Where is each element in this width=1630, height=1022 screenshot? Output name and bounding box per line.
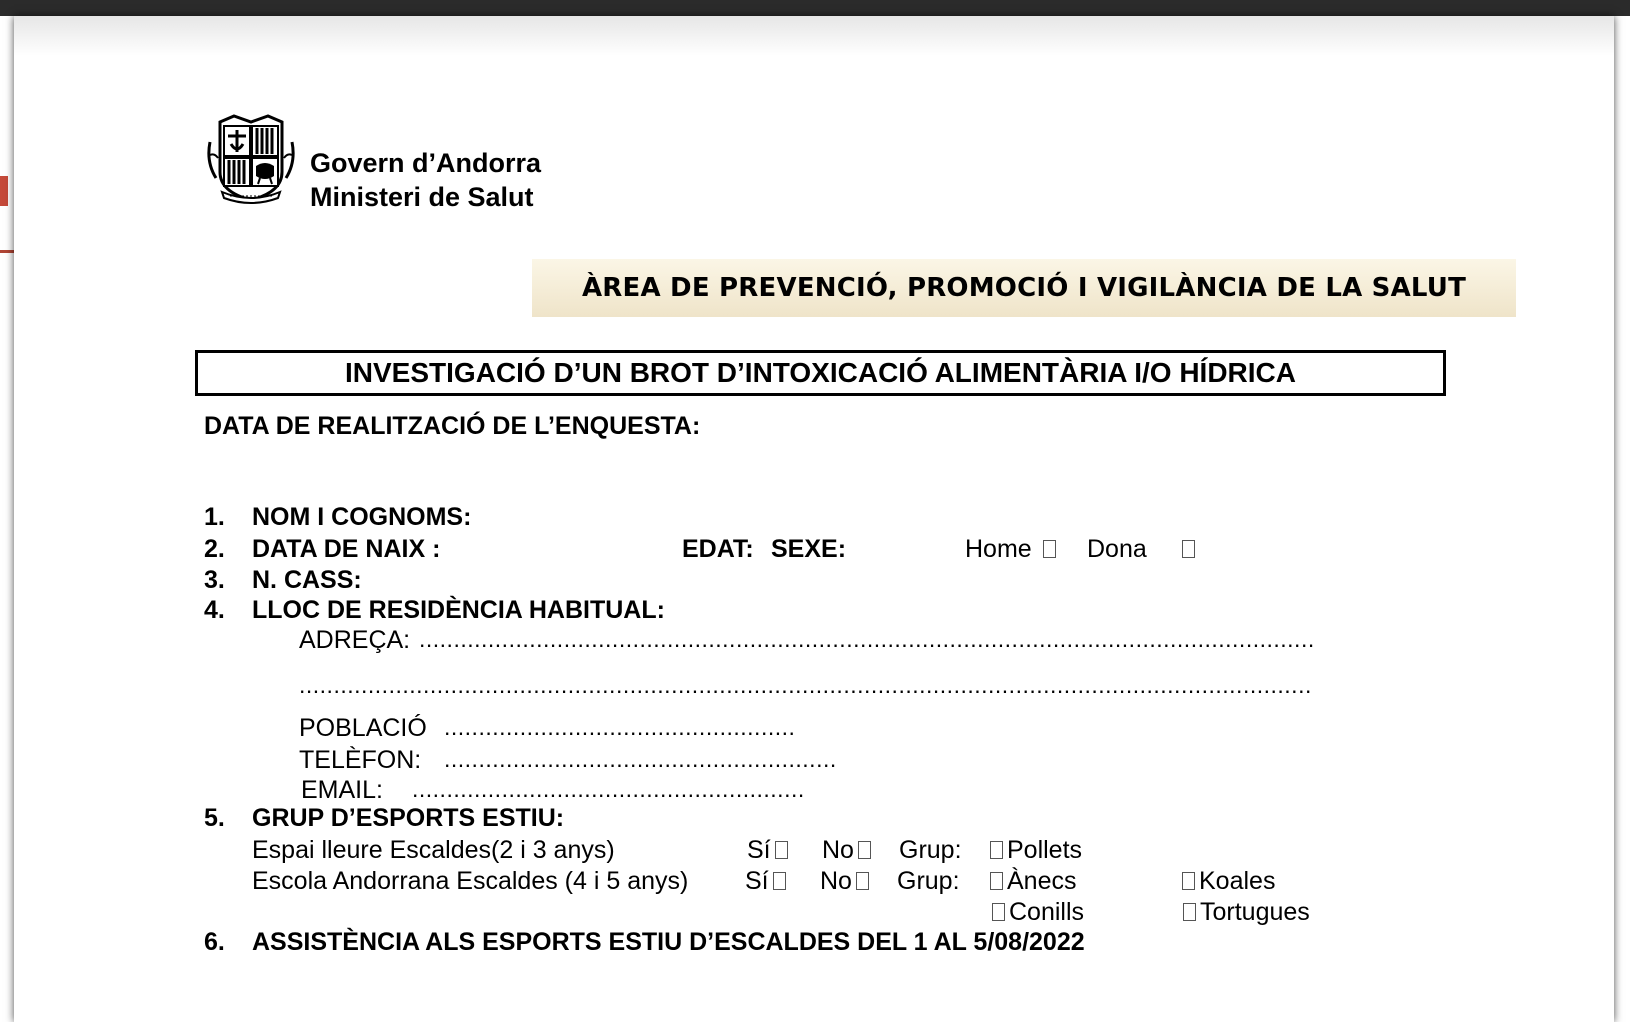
option-conills[interactable] <box>992 898 1084 927</box>
anecs-label: Ànecs <box>1007 867 1077 895</box>
residence-label: LLOC DE RESIDÈNCIA HABITUAL: <box>252 596 665 624</box>
org-line-1: Govern d’Andorra <box>310 148 542 178</box>
item-number-1: 1. <box>204 503 225 531</box>
row1-si-label: Sí <box>747 836 771 864</box>
option-koales[interactable] <box>1182 867 1275 896</box>
row2-si-checkbox[interactable] <box>773 872 786 890</box>
age-label: EDAT: <box>682 535 754 563</box>
email-label: EMAIL: <box>301 776 383 804</box>
row2-no-checkbox[interactable] <box>856 872 869 890</box>
sports-group-label: GRUP D’ESPORTS ESTIU: <box>252 804 565 832</box>
town-field-line[interactable]: ................................................... <box>444 714 796 740</box>
dona-checkbox[interactable] <box>1182 540 1195 558</box>
conills-checkbox[interactable] <box>992 903 1005 921</box>
item-number-2: 2. <box>204 535 225 563</box>
row1-no-checkbox[interactable] <box>858 841 871 859</box>
tortugues-checkbox[interactable] <box>1183 903 1196 921</box>
sex-option-home[interactable] <box>965 535 1060 564</box>
org-line-2: Ministeri de Salut <box>310 182 534 212</box>
group-row-2-label: Escola Andorrana Escaldes (4 i 5 anys) <box>252 867 689 895</box>
home-label: Home <box>965 535 1032 563</box>
row1-si-option[interactable] <box>747 836 792 865</box>
home-checkbox[interactable] <box>1043 540 1056 558</box>
address-field-line-2[interactable]: ................................................................................................................................................... <box>299 672 1312 698</box>
conills-label: Conills <box>1009 898 1085 926</box>
area-banner: ÀREA DE PREVENCIÓ, PROMOCIÓ I VIGILÀNCIA DE LA SALUT <box>532 259 1516 317</box>
row1-no-option[interactable] <box>822 836 875 865</box>
document-title: INVESTIGACIÓ D’UN BROT D’INTOXICACIÓ ALIMENTÀRIA I/O HÍDRICA <box>195 350 1446 396</box>
row1-si-checkbox[interactable] <box>775 841 788 859</box>
koales-label: Koales <box>1199 867 1276 895</box>
pollets-checkbox[interactable] <box>990 841 1003 859</box>
right-window-strip <box>1614 16 1630 1022</box>
survey-date-label: DATA DE REALITZACIÓ DE L’ENQUESTA: <box>204 412 701 440</box>
phone-label: TELÈFON: <box>299 746 422 774</box>
anecs-checkbox[interactable] <box>990 872 1003 890</box>
option-tortugues[interactable] <box>1183 898 1310 927</box>
koales-checkbox[interactable] <box>1182 872 1195 890</box>
attendance-label: ASSISTÈNCIA ALS ESPORTS ESTIU D’ESCALDES DEL 1 AL 5/08/2022 <box>252 928 1085 956</box>
group-row-1-label: Espai lleure Escaldes(2 i 3 anys) <box>252 836 615 864</box>
tortugues-label: Tortugues <box>1200 898 1310 926</box>
row1-no-label: No <box>822 836 854 864</box>
email-field-line[interactable]: ......................................................... <box>412 776 805 802</box>
background-window-divider <box>0 250 14 253</box>
row2-no-option[interactable] <box>820 867 873 896</box>
sex-option-dona[interactable] <box>1087 535 1199 564</box>
address-field-line[interactable]: .................................................................................................................................. <box>419 626 1315 652</box>
option-pollets[interactable] <box>990 836 1082 865</box>
phone-field-line[interactable]: ......................................................... <box>444 746 837 772</box>
andorra-coat-of-arms-icon <box>204 112 298 206</box>
row2-si-option[interactable] <box>745 867 790 896</box>
item-number-3: 3. <box>204 566 225 594</box>
name-label: NOM I COGNOMS: <box>252 503 472 531</box>
dona-label: Dona <box>1087 535 1147 563</box>
item-number-4: 4. <box>204 596 225 624</box>
page-top-shadow <box>14 16 1614 56</box>
background-window-fragment <box>0 176 8 206</box>
birth-date-label: DATA DE NAIX : <box>252 535 441 563</box>
left-window-strip <box>0 16 14 1022</box>
organization-name <box>310 146 541 214</box>
town-label: POBLACIÓ <box>299 714 427 742</box>
item-number-5: 5. <box>204 804 225 832</box>
document-page <box>14 16 1614 1022</box>
row2-group-label: Grup: <box>897 867 960 895</box>
row2-si-label: Sí <box>745 867 769 895</box>
option-anecs[interactable] <box>990 867 1076 896</box>
sex-label: SEXE: <box>771 535 847 563</box>
pollets-label: Pollets <box>1007 836 1083 864</box>
item-number-6: 6. <box>204 928 225 956</box>
cass-label: N. CASS: <box>252 566 362 594</box>
row1-group-label: Grup: <box>899 836 962 864</box>
address-label: ADREÇA: <box>299 626 411 654</box>
row2-no-label: No <box>820 867 852 895</box>
